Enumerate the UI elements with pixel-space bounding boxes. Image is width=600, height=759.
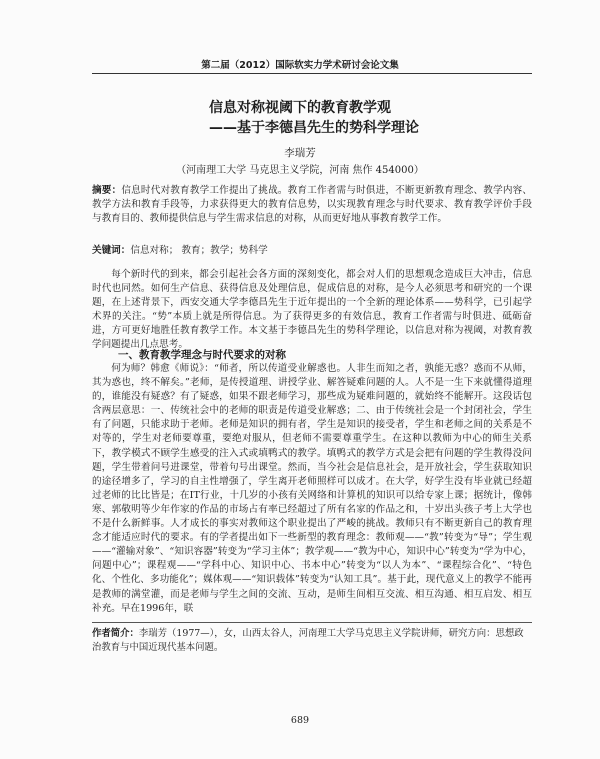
abstract-label: 摘要： xyxy=(92,185,122,196)
footnote-text: 李瑞芳（1977—），女，山西太谷人，河南理工大学马克思主义学院讲师，研究方向：思想政治教育与中国近现代基本问题。 xyxy=(92,628,524,653)
header-rule xyxy=(92,73,532,74)
intro-paragraph: 每个新时代的到来，都会引起社会各方面的深刻变化，都会对人们的思想观念造成巨大冲击，信息时代也同然。如何生产信息、获得信息及处理信息，促成信息的对称，是今人必须思考和研究的一个课题，在上述背景下，西安交通大学李德昌先生于近年提出的一个全新的理论体系——势科学，已引起学术界的关注。“势”本质上就是所得信息。为了获得更多的有效信息，教育工作者需与时俱进、砥砺奋进，方可更好地胜任教育教学工作。本文基于李德昌先生的势科学理论，以信息对称为视阈，对教育教学问题提出几点思考。 xyxy=(92,269,532,351)
section-paragraph: 何为师？韩愈《师说》：“师者，所以传道受业解惑也。人非生而知之者，孰能无惑？惑而不从师，其为惑也，终不解矣。”老师，是传授道理、讲授学业、解答疑难问题的人。人不是一生下来就懂得道理的，谁能没有疑惑？有了疑惑，如果不跟老师学习，那些成为疑难问题的，就始终不能解开。这段话包含两层意思：一、传统社会中的老师的职责是传道受业解惑；二、由于传统社会是一个封闭社会，学生有了问题，只能求助于老师。老师是知识的拥有者，学生是知识的接受者，学生和老师之间的关系是不对等的，学生对老师要尊重，要绝对服从，但老师不需要尊重学生。在这种以教师为中心的师生关系下，教学模式不顾学生感受的注入式或填鸭式的教学。填鸭式的教学方式是会把有问题的学生教得没问题，学生带着问号进课堂，带着句号出课堂。然而，当今社会是信息社会，是开放社会，学生获取知识的途径增多了，学习的自主性增强了，学生离开老师照样可以成才。在大学，好学生没有毕业就已经超过老师的比比皆是；在IT行业，十几岁的小孩有关网络和计算机的知识可以给专家上课；据统计，像韩寒、郭敬明等少年作家的作品的市场占有率已经超过了所有名家的作品之和，十岁出头孩子考上大学也不是什么新鲜事。人才成长的事实对教师这个职业提出了严峻的挑战。教师只有不断更新自己的教育理念才能适应时代的要求。有的学者提出如下一些新型的教育理念：教师观——“教”转变为“导”；学生观——“灌输对象”、“知识容器”转变为“学习主体”；教学观——“教为中心，知识中心”转变为“学为中心，问题中心”；课程观——“学科中心、知识中心、书本中心”转变为“以人为本”、“课程综合化”、“特色化、个性化、多功能化”；媒体观——“知识载体”转变为“认知工具”。基于此，现代意义上的教学不能再是教师的满堂灌，而是老师与学生之间的交流、互动，是师生间相互交流、相互沟通、相互启发、相互补充。早在1996年，联 xyxy=(92,363,532,614)
keywords-label: 关键词： xyxy=(92,245,131,256)
running-head: 第二届（2012）国际软实力学术研讨会论文集 xyxy=(201,60,399,71)
footnote-label: 作者简介： xyxy=(92,628,139,639)
abstract-text: 信息时代对教育教学工作提出了挑战。教育工作者需与时俱进，不断更新教育理念、教学内容、教学方法和教育手段等，力求获得更大的教育信息势，以实现教育理念与时代要求、教育教学评价手段与教育目的、教师提供信息与学生需求信息的对称，从而更好地从事教育教学工作。 xyxy=(92,185,533,225)
paper-subtitle: ——基于李德昌先生的势科学理论 xyxy=(209,120,419,136)
author-footnote xyxy=(92,627,532,655)
abstract xyxy=(92,184,532,226)
author-name: 李瑞芳 xyxy=(284,147,316,159)
section-heading: 一、教育教学理念与时代要求的对称 xyxy=(118,349,286,361)
page-number: 689 xyxy=(290,715,310,726)
paper-title: 信息对称视阈下的教育教学观 xyxy=(209,100,391,116)
footnote-rule xyxy=(92,622,532,623)
author-affiliation: （河南理工大学 马克思主义学院，河南 焦作 454000） xyxy=(176,165,424,176)
keywords xyxy=(92,244,532,258)
keywords-text: 信息对称； 教育；教学；势科学 xyxy=(130,245,268,256)
